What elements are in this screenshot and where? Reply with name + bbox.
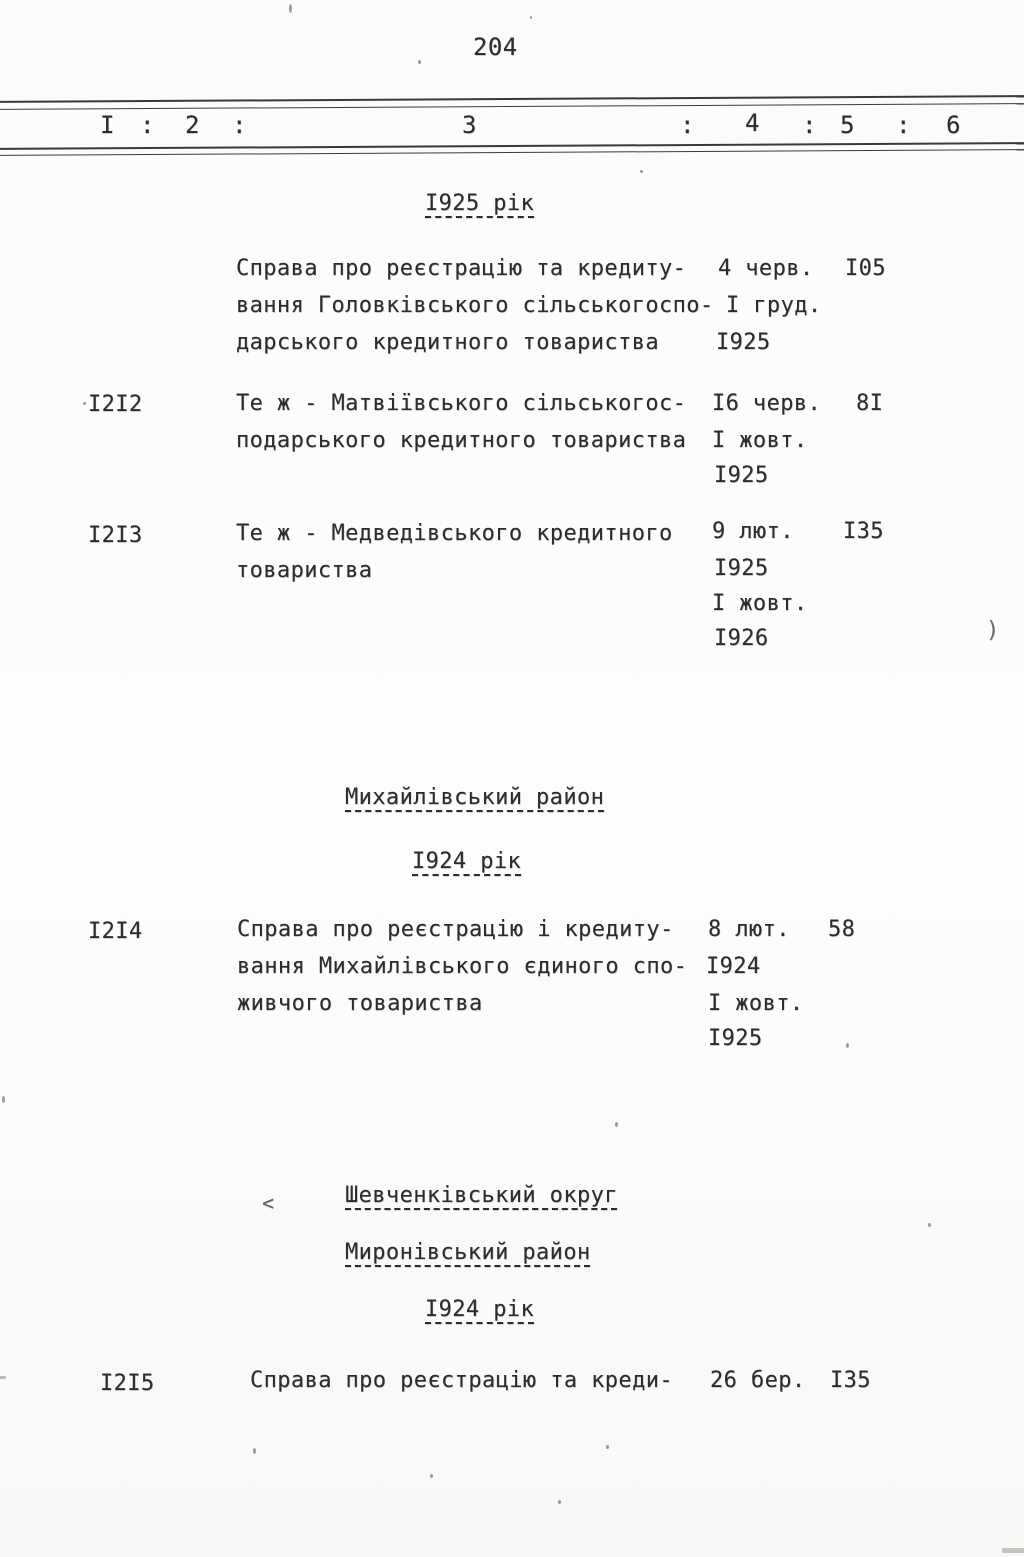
entry-date-line: I924 [706,954,761,979]
entry-id: I2I4 [88,919,143,944]
entry-description-line: живчого товариства [237,991,483,1016]
entry-description-line: вання Головківського сільськогоспо- [236,293,714,318]
entry-description-line: Справа про реєстрацію та креди- [250,1368,673,1393]
entry-description-line: Справа про реєстрацію та кредиту- [236,256,687,281]
entry-date-line: I6 черв. [712,391,822,416]
entry-id: I2I2 [88,392,143,417]
scan-smudge [0,1376,6,1379]
page-number: 204 [473,33,518,61]
scan-speck [615,1122,618,1127]
scan-speck [640,170,643,173]
column-separator: : [140,111,155,139]
entry-date-line: I груд. [726,293,822,318]
column-header-5: 5 [840,111,855,139]
entry-date-line: I925 [714,463,769,488]
column-separator: : [802,111,817,139]
scan-speck [430,1474,433,1478]
entry-description-line: Справа про реєстрацію і кредиту- [237,917,674,942]
entry-date-line: 9 лют. [712,519,794,544]
stray-paren-mark: ) [986,618,1000,643]
scan-speck [606,1445,609,1449]
column-header-3: 3 [462,111,477,139]
column-header-4: 4 [745,109,760,137]
entry-description-line: вання Михайлівського єдиного спо- [237,954,688,979]
entry-sheet-count: I05 [845,256,886,281]
entry-date-line: I жовт. [712,591,808,616]
scan-speck [558,1500,561,1504]
entry-date-line: I925 [714,556,769,581]
entry-date-line: I жовт. [712,428,808,453]
entry-date-line: I925 [708,1026,763,1051]
section-heading-mykhailivskyi-raion: Михайлівський район [345,785,605,810]
entry-date-line: I жовт. [708,991,804,1016]
entry-date-line: 26 бер. [710,1368,806,1393]
column-separator: : [896,111,911,139]
section-heading-myronivskyi-raion: Миронівський район [345,1240,591,1265]
header-rule-top-inner [0,103,1024,110]
entry-sheet-count: 8I [856,391,884,416]
entry-date-line: 8 лют. [708,917,790,942]
header-rule-bottom-inner [0,142,1024,150]
section-heading-year-1924-second: I924 рік [425,1297,535,1322]
entry-date-line: 4 черв. [718,256,814,281]
entry-id: I2I5 [100,1371,155,1396]
entry-sheet-count: I35 [830,1368,871,1393]
scan-speck [846,1043,849,1048]
entry-description-line: Те ж - Медведівського кредитного [236,521,673,546]
entry-description-line: товариства [236,558,373,583]
entry-id: I2I3 [88,523,143,548]
section-heading-year-1925: I925 рік [425,191,535,216]
scan-speck [253,1448,256,1454]
scan-speck [289,4,292,13]
section-heading-shevchenkivskyi-okruh: Шевченківський округ [345,1183,618,1208]
column-separator: : [680,111,695,139]
scan-speck [530,16,532,19]
scan-speck [83,402,86,405]
entry-sheet-count: 58 [828,917,856,942]
scan-speck [418,60,421,64]
entry-description-line: Те ж - Матвіївського сільськогос- [236,391,687,416]
column-header-6: 6 [946,111,961,139]
scan-speck [928,1223,931,1227]
header-rule-bottom-outer [0,149,1024,156]
column-header-1: I [100,111,115,139]
stray-angle-mark: < [262,1191,275,1215]
entry-description-line: дарського кредитного товариства [236,330,659,355]
entry-date-line: I925 [716,330,771,355]
column-separator: : [232,111,247,139]
scan-smudge [1002,1548,1024,1553]
column-header-2: 2 [185,111,200,139]
header-rule-top-outer [0,95,1024,103]
entry-sheet-count: I35 [843,519,884,544]
entry-date-line: I926 [714,626,769,651]
scan-speck [2,1096,5,1103]
section-heading-year-1924: I924 рік [412,849,522,874]
entry-description-line: подарського кредитного товариства [236,428,687,453]
